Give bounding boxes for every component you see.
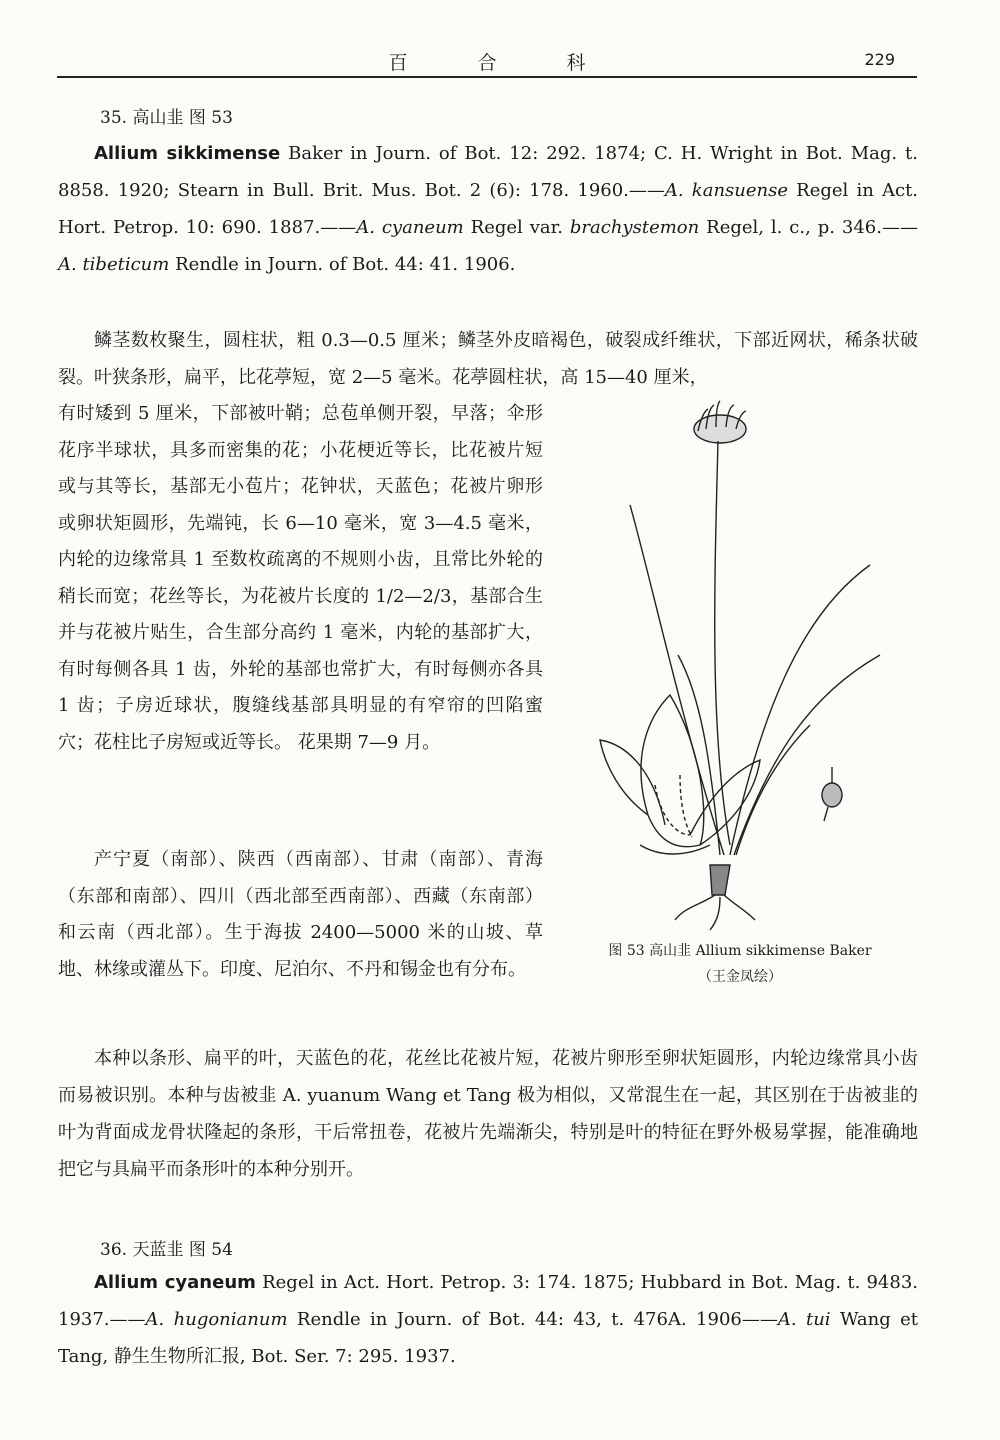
header-rule [57, 76, 917, 78]
synonym: A. tui [777, 1309, 831, 1330]
synonymy-text: Regel, l. c., p. 346.—— [699, 217, 918, 238]
synonymy-text: Regel in Act. Hort. Petrop. 10: 690. 1887.—— [58, 180, 919, 238]
synonymy-text: Baker in Journ. of Bot. 12: 292. 1874; C. H. Wright in Bot. Mag. t. 8858. 1920; Stearn in Bull. Brit. Mus. Bot. 2 (6): 178. 1960.—— [58, 143, 918, 201]
figure-caption-title: 图 53 高山韭 Allium sikkimense Baker [608, 943, 872, 959]
species-36-heading: 36. 天蓝韭 图 54 [100, 1240, 233, 1260]
species-35-notes: 本种以条形、扁平的叶，天蓝色的花，花丝比花被片短，花被片卵形至卵状矩圆形，内轮边缘常具小齿而易被识别。本种与齿被韭 A. yuanum Wang et Tang 极为相似，又常混生在一起，其区别在于齿被韭的叶为背面成龙骨状隆起的条形，干后常扭卷，花被片先端渐尖，特别是叶的特征在野外极易掌握，能准确地把它与具扁平而条形叶的本种分别开。 [58, 1048, 918, 1180]
page-number: 229 [864, 50, 895, 69]
running-title: 百合科 [388, 52, 656, 74]
synonym: A. tibeticum [58, 254, 170, 275]
synonym: A. kansuense [664, 180, 789, 201]
synonymy-text: Regel in Act. Hort. Petrop. 3: 174. 1875; Hubbard in Bot. Mag. t. 9483. 1937.—— [58, 1272, 919, 1330]
species-35-description-full: 鳞茎数枚聚生，圆柱状，粗 0.3—0.5 厘米；鳞茎外皮暗褐色，破裂成纤维状，下部近网状，稀条状破裂。叶狭条形，扁平，比花葶短，宽 2—5 毫米。花葶圆柱状，高 15—40 厘米， [58, 330, 918, 388]
synonymy-text: Wang et Tang, 静生生物所汇报, Bot. Ser. 7: 295. 1937. [58, 1309, 918, 1367]
synonym: A. cyaneum [356, 217, 464, 238]
synonymy-text: Rendle in Journ. of Bot. 44: 43, t. 476A. 1906—— [287, 1309, 778, 1330]
synonymy-text: Rendle in Journ. of Bot. 44: 41. 1906. [169, 254, 516, 275]
species-35-synonymy [58, 135, 918, 283]
species-36-name: Allium cyaneum [94, 1272, 256, 1293]
synonym: brachystemon [569, 217, 700, 238]
synonym: A. hugonianum [145, 1309, 288, 1330]
synonymy-text: Regel var. [463, 217, 570, 238]
species-36-synonymy [58, 1264, 918, 1375]
page-header [57, 44, 917, 80]
species-35-name: Allium sikkimense [94, 143, 281, 164]
species-35-distribution: 产宁夏（南部）、陕西（西南部）、甘肃（南部）、青海（东部和南部）、四川（西北部至西南部）、西藏（东南部）和云南（西北部）。生于海拔 2400—5000 米的山坡、草地、林缘或灌丛下。印度、尼泊尔、不丹和锡金也有分布。 [58, 849, 543, 980]
species-35-description-narrow: 有时矮到 5 厘米，下部被叶鞘；总苞单侧开裂，早落；伞形花序半球状，具多而密集的花；小花梗近等长，比花被片短或与其等长，基部无小苞片；花钟状，天蓝色；花被片卵形或卵状矩圆形，先端钝，长 6—10 毫米，宽 3—4.5 毫米，内轮的边缘常具 1 至数枚疏离的不规则小齿，且常比外轮的稍长而宽；花丝等长，为花被片长度的 1/2—2/3，基部合生并与花被片贴生，合生部分高约 1 毫米，内轮的基部扩大，有时每侧各具 1 齿，外轮的基部也常扩大，有时每侧亦各具 1 齿；子房近球状，腹缝线基部具明显的有窄帘的凹陷蜜穴；花柱比子房短或近等长。 花果期 7—9 月。 [58, 403, 543, 753]
species-35-heading: 35. 高山韭 图 53 [100, 108, 233, 128]
figure-caption-credit: （王金凤绘） [698, 969, 782, 985]
plant-illustration [560, 395, 920, 935]
figure-caption [560, 938, 920, 990]
